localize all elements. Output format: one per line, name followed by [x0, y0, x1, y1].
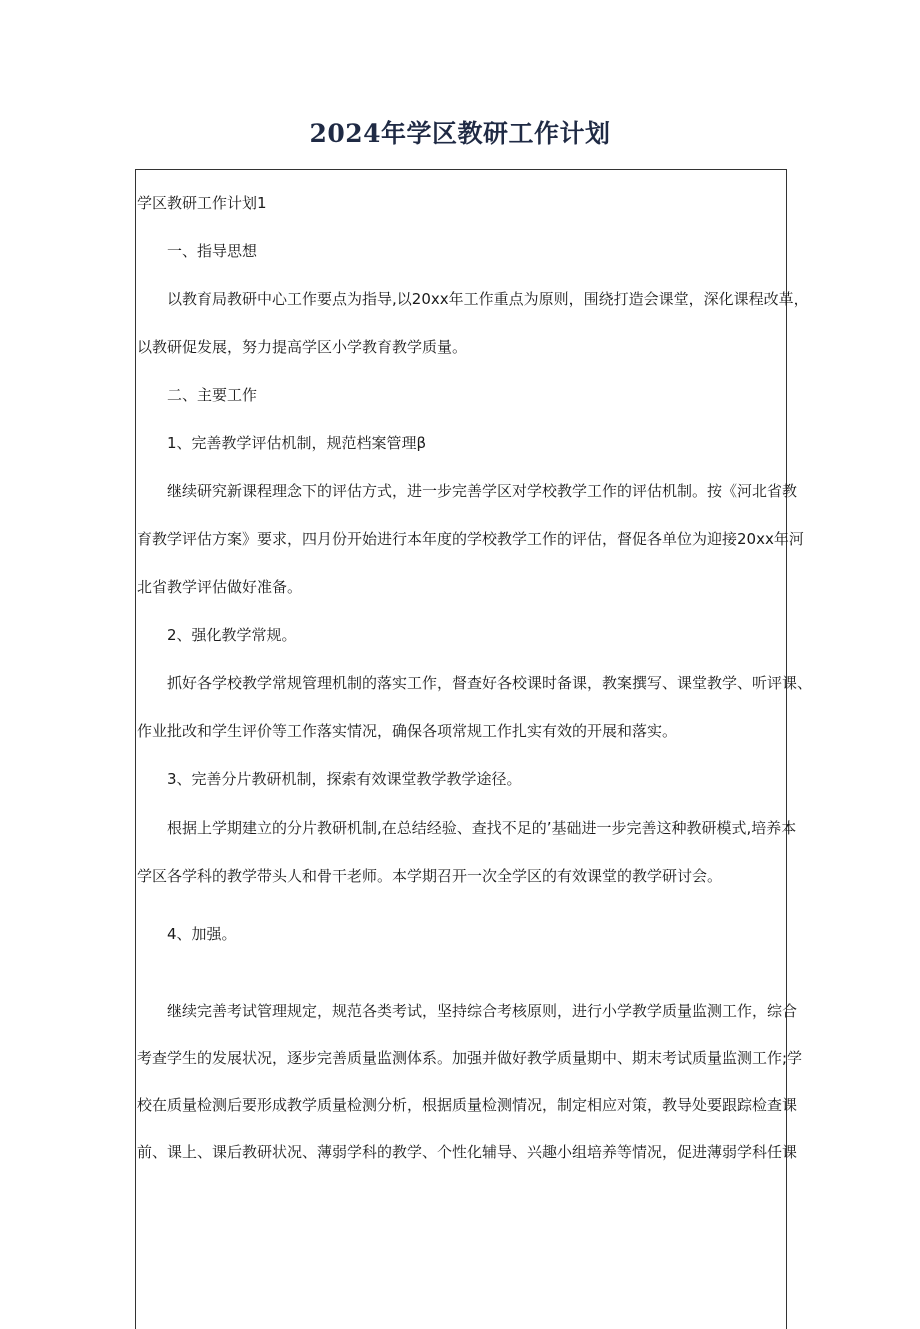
paragraph-line: 根据上学期建立的分片教研机制,在总结经验、查找不足的’基础进一步完善这种教研模式,培养本: [167, 819, 797, 837]
subsection-heading-1: 1、完善教学评估机制，规范档案管理β: [167, 434, 427, 452]
document-title: 2024年学区教研工作计划: [309, 119, 611, 148]
paragraph-line: 抓好各学校教学常规管理机制的落实工作，督查好各校课时备课，教案撰写、课堂教学、听评课、: [167, 674, 813, 692]
paragraph-line: 育教学评估方案》要求，四月份开始进行本年度的学校教学工作的评估，督促各单位为迎接20xx年河: [137, 530, 804, 548]
paragraph-line: 学区各学科的教学带头人和骨干老师。本学期召开一次全学区的有效课堂的教学研讨会。: [137, 867, 723, 885]
paragraph-line: 继续研究新课程理念下的评估方式，进一步完善学区对学校教学工作的评估机制。按《河北省教: [167, 482, 798, 500]
paragraph-line: 作业批改和学生评价等工作落实情况，确保各项常规工作扎实有效的开展和落实。: [137, 722, 678, 740]
paragraph-line: 考查学生的发展状况，逐步完善质量监测体系。加强并做好教学质量期中、期末考试质量监测工作;学: [137, 1049, 803, 1067]
subsection-heading-2: 2、强化教学常规。: [167, 626, 297, 644]
paragraph-line: 校在质量检测后要形成教学质量检测分析，根据质量检测情况，制定相应对策，教导处要跟踪检查课: [137, 1096, 798, 1114]
subsection-heading-3: 3、完善分片教研机制，探索有效课堂教学教学途径。: [167, 770, 522, 788]
paragraph-line: 北省教学评估做好准备。: [137, 578, 303, 596]
section-heading-main-work: 二、主要工作: [167, 386, 258, 404]
plan-heading: 学区教研工作计划1: [137, 194, 267, 212]
subsection-heading-4: 4、加强。: [167, 925, 237, 943]
paragraph-line: 前、课上、课后教研状况、薄弱学科的教学、个性化辅导、兴趣小组培养等情况，促进薄弱学科任课: [137, 1143, 798, 1161]
section-heading-guiding-ideology: 一、指导思想: [167, 242, 258, 260]
paragraph-line: 以教育局教研中心工作要点为指导,以20xx年工作重点为原则，围绕打造会课堂，深化课程改革，: [167, 290, 809, 308]
paragraph-line: 以教研促发展，努力提高学区小学教育教学质量。: [137, 338, 468, 356]
paragraph-line: 继续完善考试管理规定，规范各类考试，坚持综合考核原则，进行小学教学质量监测工作，综合: [167, 1002, 798, 1020]
